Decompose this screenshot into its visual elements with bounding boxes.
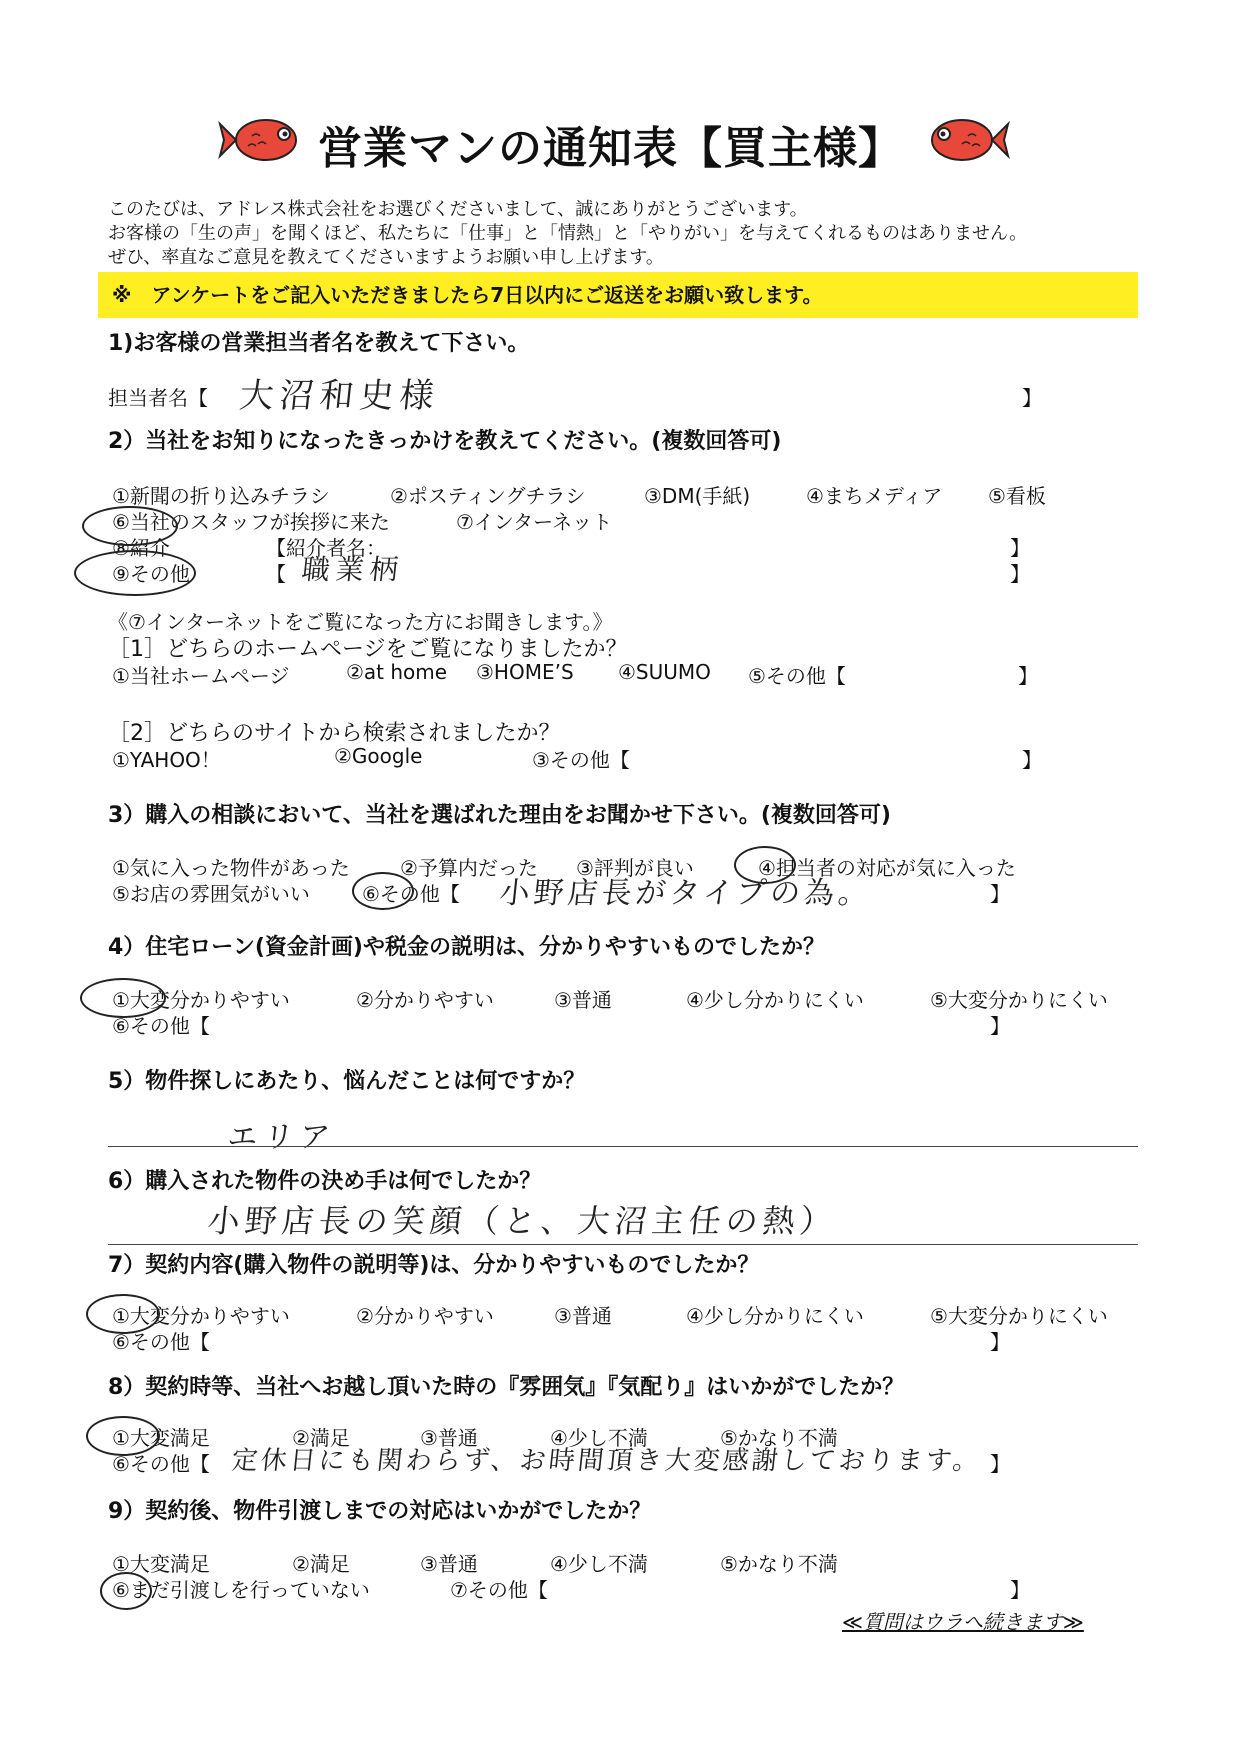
q7-option-6: ⑥その他【: [112, 1330, 210, 1354]
internet-sub2-close: 】: [1022, 748, 1042, 772]
q1-label: 担当者名【: [108, 386, 208, 410]
footer-continue-note: ≪質問はウラへ続きます≫: [842, 1610, 1084, 1634]
q2-question: 2）当社をお知りになったきっかけを教えてください。(複数回答可): [108, 429, 782, 454]
q7-option-1: ①大変分かりやすい: [112, 1304, 290, 1328]
q9-option-4: ④少し不満: [550, 1552, 648, 1576]
q3-option-1: ①気に入った物件があった: [112, 856, 350, 880]
internet-sub1-option-2: ②at home: [346, 660, 448, 684]
q7-option-3: ③普通: [554, 1304, 612, 1328]
q8-option-4: ④少し不満: [550, 1426, 648, 1450]
q9-option-3: ③普通: [420, 1552, 478, 1576]
internet-sub2-option-1: ①YAHOO！: [112, 748, 221, 772]
q5-answer-line: [108, 1146, 1138, 1147]
internet-sub1-option-4: ④SUUMO: [618, 660, 711, 684]
q6-answer: 小野店長の笑顔（と、大沼主任の熱）: [205, 1202, 839, 1240]
q8-option-1: ①大変満足: [112, 1426, 210, 1450]
q8-option-2: ②満足: [292, 1426, 350, 1450]
q2-answer-mark-6: [82, 506, 178, 546]
q9-close: 】: [1010, 1578, 1030, 1602]
q3-answer-mark-6: [352, 872, 414, 910]
internet-sub1-option-5: ⑤その他【: [748, 664, 846, 688]
q3-answer-mark-4: [734, 846, 796, 884]
q8-answer: 定休日にも関わらず、お時間頂き大変感謝しております。: [230, 1446, 984, 1476]
internet-sub2-option-3: ③その他【: [532, 748, 630, 772]
q8-question: 8）契約時等、当社へお越し頂いた時の『雰囲気』『気配り』はいかがでしたか？: [108, 1375, 905, 1400]
q3-option-2: ②予算内だった: [400, 856, 538, 880]
q1-answer: 大沼和史様: [237, 376, 442, 416]
q2-option-3: ③DM(手紙): [644, 484, 751, 508]
q8-option-3: ③普通: [420, 1426, 478, 1450]
q4-option-4: ④少し分かりにくい: [686, 988, 864, 1012]
q7-option-4: ④少し分かりにくい: [686, 1304, 864, 1328]
q3-option-4: ④担当者の対応が気に入った: [758, 856, 1016, 880]
q6-answer-line: [108, 1244, 1138, 1245]
q7-question: 7）契約内容(購入物件の説明等)は、分かりやすいものでしたか？: [108, 1253, 760, 1278]
q2-option-6: ⑥当社のスタッフが挨拶に来た: [112, 510, 390, 534]
q4-option-5: ⑤大変分かりにくい: [930, 988, 1108, 1012]
q4-option-1: ①大変分かりやすい: [112, 988, 290, 1012]
q2-option-4: ④まちメディア: [806, 484, 943, 508]
intro-line-1: このたびは、アドレス株式会社をお選びくださいまして、誠にありがとうございます。: [108, 199, 808, 220]
left-fish-icon: [218, 110, 310, 170]
q9-option-7: ⑦その他【: [450, 1578, 548, 1602]
internet-sub1-option-3: ③HOME’S: [476, 660, 574, 684]
right-fish-icon: [918, 110, 1010, 170]
internet-sub1-option-1: ①当社ホームページ: [112, 664, 290, 688]
q3-option-5: ⑤お店の雰囲気がいい: [112, 882, 310, 906]
q2-referrer-close: 】: [1010, 536, 1030, 560]
q3-close: 】: [990, 882, 1010, 906]
q7-close: 】: [990, 1330, 1010, 1354]
q9-question: 9）契約後、物件引渡しまでの対応はいかがでしたか？: [108, 1499, 652, 1524]
q8-option-6: ⑥その他【: [112, 1452, 210, 1476]
q2-other-answer: 職業柄: [300, 553, 406, 586]
q9-option-2: ②満足: [292, 1552, 350, 1576]
intro-line-3: ぜひ、率直なご意見を教えてくださいますようお願い申し上げます。: [108, 247, 664, 268]
q3-answer: 小野店長がタイプの為。: [497, 876, 874, 911]
q2-option-2: ②ポスティングチラシ: [390, 484, 586, 508]
q4-option-2: ②分かりやすい: [356, 988, 494, 1012]
q8-option-5: ⑤かなり不満: [720, 1426, 838, 1450]
q8-answer-mark-1: [86, 1416, 160, 1456]
q2-option-7: ⑦インターネット: [456, 510, 613, 534]
q4-answer-mark-1: [80, 978, 166, 1018]
q4-close: 】: [990, 1014, 1010, 1038]
internet-heading: 《⑦インターネットをご覧になった方にお聞きします。》: [108, 610, 613, 634]
q5-question: 5）物件探しにあたり、悩んだことは何ですか？: [108, 1069, 586, 1094]
q7-option-5: ⑤大変分かりにくい: [930, 1304, 1108, 1328]
q4-option-6: ⑥その他【: [112, 1014, 210, 1038]
page-title: 営業マンの通知表【買主様】: [318, 123, 903, 174]
q7-option-2: ②分かりやすい: [356, 1304, 494, 1328]
q9-option-1: ①大変満足: [112, 1552, 210, 1576]
notice-text: ※ アンケートをご記入いただきましたら7日以内にご返送をお願い致します。: [112, 283, 823, 307]
q9-answer-mark-6: [100, 1572, 152, 1610]
q2-answer-mark-9: [74, 550, 196, 596]
q9-option-5: ⑤かなり不満: [720, 1552, 838, 1576]
q3-option-3: ③評判が良い: [576, 856, 694, 880]
q2-other-open: 【: [266, 562, 286, 586]
q9-option-6: ⑥まだ引渡しを行っていない: [112, 1578, 370, 1602]
q3-option-6: ⑥その他【: [362, 882, 460, 906]
q2-other-close: 】: [1010, 562, 1030, 586]
q1-question: 1)お客様の営業担当者名を教えて下さい。: [108, 331, 530, 356]
q3-question: 3）購入の相談において、当社を選ばれた理由をお聞かせ下さい。(複数回答可): [108, 803, 891, 828]
q7-answer-mark-1: [86, 1294, 160, 1334]
q1-close: 】: [1022, 386, 1042, 410]
q2-referrer-label: 【紹介者名：: [266, 536, 386, 560]
q2-option-5: ⑤看板: [988, 484, 1046, 508]
q2-option-1: ①新聞の折り込みチラシ: [112, 484, 330, 508]
q6-question: 6）購入された物件の決め手は何でしたか？: [108, 1169, 542, 1194]
internet-sub2-option-2: ②Google: [334, 744, 423, 768]
internet-sub1-close: 】: [1018, 664, 1038, 688]
q2-option-8: ⑧紹介: [112, 536, 170, 560]
q2-option-9: ⑨その他: [112, 562, 190, 586]
internet-sub2: ［2］どちらのサイトから検索されましたか？: [108, 721, 561, 746]
q8-close: 】: [990, 1452, 1010, 1476]
intro-line-2: お客様の「生の声」を聞くほど、私たちに「仕事」と「情熱」と「やりがい」を与えてくれるものはありません。: [108, 223, 1028, 244]
q4-option-3: ③普通: [554, 988, 612, 1012]
q4-question: 4）住宅ローン(資金計画)や税金の説明は、分かりやすいものでしたか？: [108, 935, 825, 960]
q5-answer: エリア: [225, 1120, 338, 1155]
internet-sub1: ［1］どちらのホームページをご覧になりましたか？: [108, 637, 628, 662]
